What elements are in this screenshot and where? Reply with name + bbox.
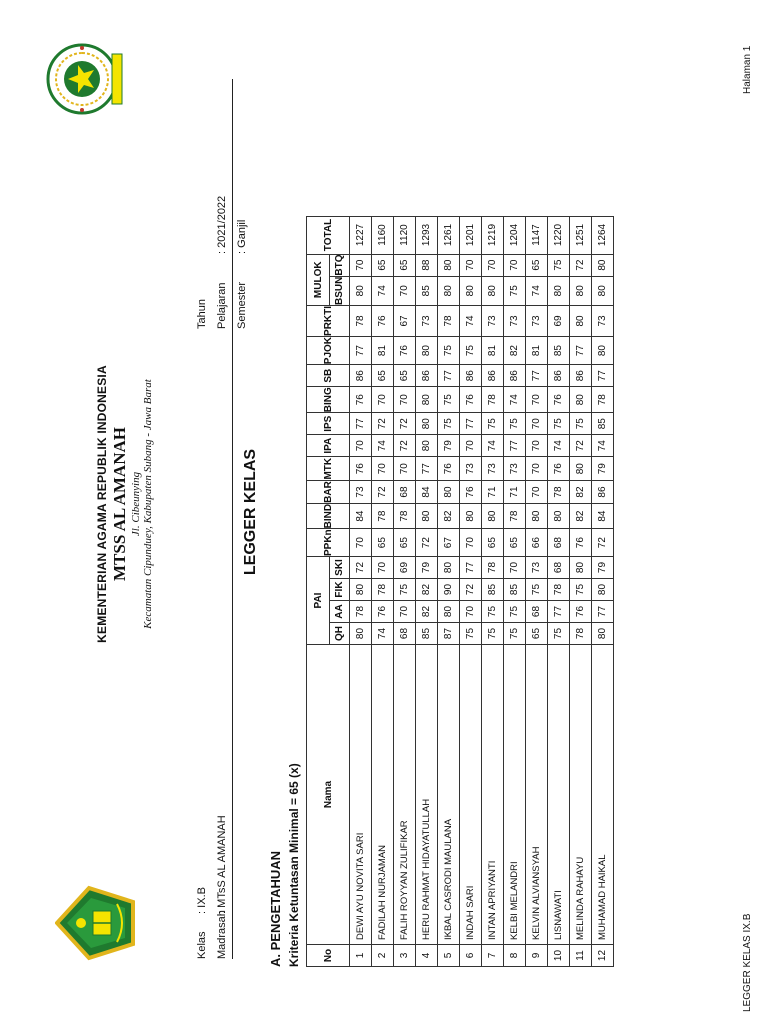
score-cell: 74 [460,305,482,336]
score-cell: 70 [504,557,526,579]
score-cell: 76 [570,529,592,557]
footer-doc-title: LEGGER KELAS IX.B [742,913,753,1012]
col-subject-header: IPA [307,435,350,457]
score-cell: 73 [526,557,548,579]
score-cell: 78 [482,387,504,413]
student-name: IKBAL CASRODI MAULANA [438,645,460,945]
score-cell: 82 [570,503,592,528]
total-cell: 1220 [548,216,570,254]
kelas-label: Kelas [196,931,208,959]
student-name: INDAH SARI [460,645,482,945]
score-cell: 67 [394,305,416,336]
score-cell: 70 [394,276,416,305]
section-heading: A. PENGETAHUAN [268,850,283,967]
score-cell: 72 [460,579,482,601]
score-cell: 80 [592,623,614,645]
row-number: 10 [548,945,570,967]
score-cell: 73 [482,305,504,336]
score-cell: 86 [460,365,482,387]
score-cell: 75 [504,276,526,305]
score-cell: 70 [350,254,372,276]
mulok-group-header: MULOK [307,254,330,305]
score-cell: 81 [482,336,504,364]
total-cell: 1219 [482,216,504,254]
col-subject-header: PRKTI [307,305,350,336]
score-cell: 65 [526,623,548,645]
kkm-note: Kriteria Ketuntasan Minimal = 65 (x) [287,763,301,967]
organization-block [95,294,154,714]
score-cell: 85 [416,276,438,305]
score-cell: 75 [548,413,570,435]
score-cell: 80 [350,276,372,305]
score-cell: 80 [548,503,570,528]
total-cell: 1293 [416,216,438,254]
score-cell: 74 [372,435,394,457]
score-cell: 82 [570,481,592,504]
score-cell: 71 [482,481,504,504]
score-cell: 75 [394,579,416,601]
row-number: 9 [526,945,548,967]
score-cell: 77 [416,457,438,481]
total-cell: 1160 [372,216,394,254]
score-cell: 72 [416,529,438,557]
table-row [570,216,592,966]
score-cell: 68 [394,623,416,645]
score-cell: 76 [372,601,394,623]
score-cell: 74 [592,435,614,457]
score-cell: 77 [460,413,482,435]
score-cell: 73 [504,305,526,336]
score-cell: 75 [438,413,460,435]
row-number: 2 [372,945,394,967]
col-subject-header: IPS [307,413,350,435]
score-cell: 65 [526,254,548,276]
total-cell: 1201 [460,216,482,254]
score-cell: 75 [504,413,526,435]
letterhead [0,0,200,1024]
class-info [192,815,232,959]
total-cell: 1264 [592,216,614,254]
score-cell: 78 [570,623,592,645]
table-row [372,216,394,966]
madrasah-label: Madrasah [216,910,228,959]
score-cell: 79 [416,557,438,579]
score-cell: 65 [504,529,526,557]
score-cell: 74 [526,276,548,305]
score-cell: 82 [416,601,438,623]
score-cell: 79 [592,557,614,579]
total-cell: 1204 [504,216,526,254]
student-name: FALIH ROYYAN ZULIFIKAR [394,645,416,945]
score-cell: 80 [548,276,570,305]
score-cell: 80 [438,601,460,623]
score-cell: 75 [460,623,482,645]
student-name: MELINDA RAHAYU [570,645,592,945]
score-cell: 65 [394,365,416,387]
total-cell: 1251 [570,216,592,254]
score-cell: 85 [504,579,526,601]
score-cell: 70 [526,413,548,435]
school-emblem-icon [40,34,130,124]
score-cell: 82 [416,579,438,601]
table-row [592,216,614,966]
table-header [307,216,350,966]
score-cell: 77 [592,365,614,387]
score-cell: 74 [548,435,570,457]
score-cell: 73 [350,481,372,504]
score-cell: 84 [416,481,438,504]
score-cell: 70 [372,457,394,481]
total-cell: 1120 [394,216,416,254]
score-cell: 72 [570,254,592,276]
score-cell: 80 [592,336,614,364]
score-cell: 80 [460,276,482,305]
score-cell: 76 [460,481,482,504]
student-name: KELVIN ALVIANSYAH [526,645,548,945]
score-cell: 80 [482,503,504,528]
header-divider [232,79,233,959]
col-subject-header: BIND [307,503,350,528]
row-number: 3 [394,945,416,967]
score-cell: 80 [570,457,592,481]
table-row [438,216,460,966]
score-cell: 75 [570,413,592,435]
pai-group-header: PAI [307,557,330,645]
score-cell: 85 [548,336,570,364]
score-cell: 73 [504,457,526,481]
table-row [504,216,526,966]
score-cell: 86 [416,365,438,387]
score-cell: 86 [350,365,372,387]
score-cell: 80 [592,579,614,601]
score-cell: 75 [504,601,526,623]
score-cell: 76 [372,305,394,336]
col-subject-header: BING [307,387,350,413]
col-subject-header: BAR [307,481,350,504]
score-cell: 86 [482,365,504,387]
score-cell: 80 [438,276,460,305]
col-total-header: TOTAL [307,216,350,254]
score-cell: 70 [350,529,372,557]
score-cell: 80 [350,623,372,645]
table-row [394,216,416,966]
score-cell: 77 [548,601,570,623]
score-cell: 85 [482,579,504,601]
score-cell: 80 [460,503,482,528]
score-cell: 70 [394,457,416,481]
col-pai-subject-header: AA [330,601,350,623]
col-subject-header: SB [307,365,350,387]
score-cell: 72 [592,529,614,557]
score-cell: 68 [394,481,416,504]
semester-value: : Ganjil [236,219,248,254]
score-cell: 76 [394,336,416,364]
score-cell: 69 [394,557,416,579]
col-subject-header: PPKn [307,529,350,557]
col-name-header: Nama [307,645,350,945]
kemenag-emblem-icon [55,884,135,962]
score-cell: 80 [416,503,438,528]
score-cell: 75 [548,623,570,645]
score-cell: 75 [548,254,570,276]
score-cell: 70 [526,435,548,457]
score-cell: 72 [570,435,592,457]
col-pai-subject-header: QH [330,623,350,645]
col-no-header: No [307,945,350,967]
score-cell: 65 [394,254,416,276]
score-cell: 77 [460,557,482,579]
score-cell: 75 [482,623,504,645]
score-cell: 70 [460,435,482,457]
score-cell: 78 [548,481,570,504]
score-cell: 67 [438,529,460,557]
header-row-top [307,216,330,966]
score-cell: 80 [416,387,438,413]
table-body [350,216,614,966]
score-cell: 65 [394,529,416,557]
score-cell: 70 [526,481,548,504]
score-cell: 69 [548,305,570,336]
score-cell: 75 [438,336,460,364]
score-cell: 78 [350,601,372,623]
col-pai-subject-header: FIK [330,579,350,601]
score-cell: 76 [438,457,460,481]
score-cell: 72 [372,413,394,435]
student-name: FADILAH NURJAMAN [372,645,394,945]
col-subject-header: PJOK [307,336,350,364]
score-cell: 80 [570,276,592,305]
score-cell: 85 [416,623,438,645]
score-cell: 77 [592,601,614,623]
score-cell: 70 [350,435,372,457]
score-cell: 81 [526,336,548,364]
score-cell: 75 [482,601,504,623]
score-cell: 80 [592,254,614,276]
score-cell: 75 [460,336,482,364]
semester-label: Semester [236,281,248,329]
score-cell: 76 [548,387,570,413]
total-cell: 1261 [438,216,460,254]
score-cell: 86 [504,365,526,387]
score-cell: 70 [394,601,416,623]
score-cell: 78 [592,387,614,413]
score-cell: 68 [548,529,570,557]
score-cell: 87 [438,623,460,645]
score-cell: 80 [570,305,592,336]
score-cell: 76 [460,387,482,413]
score-cell: 78 [394,503,416,528]
row-number: 11 [570,945,592,967]
score-cell: 70 [460,601,482,623]
footer-page-number: Halaman 1 [742,45,753,94]
score-cell: 80 [438,254,460,276]
score-cell: 88 [416,254,438,276]
score-cell: 86 [592,481,614,504]
score-cell: 84 [350,503,372,528]
score-cell: 74 [482,435,504,457]
score-cell: 73 [482,457,504,481]
score-cell: 86 [548,365,570,387]
madrasah-row [212,815,232,959]
school-name: MTSS AL AMANAH [110,427,129,581]
page-title: LEGGER KELAS [242,448,259,576]
score-cell: 70 [372,387,394,413]
table-row [482,216,504,966]
score-cell: 78 [438,305,460,336]
score-cell: 78 [372,579,394,601]
score-cell: 66 [526,529,548,557]
table-row [350,216,372,966]
score-cell: 70 [394,387,416,413]
score-cell: 68 [548,557,570,579]
score-cell: 71 [504,481,526,504]
student-name: HERU RAHMAT HIDAYATULLAH [416,645,438,945]
score-cell: 73 [416,305,438,336]
score-cell: 79 [592,457,614,481]
row-number: 12 [592,945,614,967]
score-cell: 72 [394,435,416,457]
table-row [548,216,570,966]
table-row [526,216,548,966]
col-subject-header: MTK [307,457,350,481]
legger-table [306,216,614,967]
score-cell: 84 [592,503,614,528]
score-cell: 86 [570,365,592,387]
tahun-row [192,196,232,329]
score-cell: 80 [350,579,372,601]
student-name: KELBI MELANDRI [504,645,526,945]
kelas-value: : IX.B [196,887,208,914]
score-cell: 78 [548,579,570,601]
score-cell: 77 [438,365,460,387]
total-cell: 1227 [350,216,372,254]
school-address: Jl. Cibeunying [130,471,142,537]
score-cell: 70 [504,254,526,276]
score-cell: 90 [438,579,460,601]
score-cell: 76 [350,387,372,413]
score-cell: 70 [460,529,482,557]
score-cell: 74 [372,276,394,305]
score-cell: 65 [372,529,394,557]
score-cell: 77 [570,336,592,364]
score-cell: 75 [504,623,526,645]
score-cell: 78 [350,305,372,336]
score-cell: 77 [504,435,526,457]
score-cell: 70 [526,457,548,481]
score-cell: 76 [548,457,570,481]
score-cell: 72 [350,557,372,579]
score-cell: 68 [526,601,548,623]
madrasah-value: : MTsS AL AMANAH [216,815,228,914]
table-row [460,216,482,966]
score-cell: 74 [504,387,526,413]
col-pai-subject-header: SKI [330,557,350,579]
score-cell: 77 [350,336,372,364]
row-number: 6 [460,945,482,967]
score-cell: 72 [394,413,416,435]
score-cell: 70 [372,557,394,579]
score-cell: 76 [350,457,372,481]
score-cell: 80 [570,387,592,413]
row-number: 5 [438,945,460,967]
score-cell: 85 [592,413,614,435]
score-cell: 75 [570,579,592,601]
score-cell: 70 [526,387,548,413]
score-cell: 82 [504,336,526,364]
tahun-value: : 2021/2022 [216,195,228,254]
score-cell: 78 [504,503,526,528]
student-name: INTAN APRIYANTI [482,645,504,945]
score-cell: 65 [372,365,394,387]
score-cell: 78 [482,557,504,579]
score-cell: 80 [482,276,504,305]
score-cell: 80 [592,276,614,305]
score-cell: 73 [526,305,548,336]
score-cell: 77 [526,365,548,387]
score-cell: 80 [438,481,460,504]
col-mulok-subject-header: BTQ [330,254,350,276]
score-cell: 78 [372,503,394,528]
table-row [416,216,438,966]
score-cell: 79 [438,435,460,457]
score-cell: 75 [526,579,548,601]
student-name: MUHAMAD HAIKAL [592,645,614,945]
row-number: 7 [482,945,504,967]
student-name: LISNAWATI [548,645,570,945]
score-cell: 73 [460,457,482,481]
score-cell: 80 [416,435,438,457]
score-cell: 80 [438,557,460,579]
row-number: 8 [504,945,526,967]
row-number: 4 [416,945,438,967]
score-cell: 82 [438,503,460,528]
score-cell: 74 [372,623,394,645]
score-cell: 80 [570,557,592,579]
tahun-label: Tahun Pelajaran [196,282,228,329]
row-number: 1 [350,945,372,967]
score-cell: 65 [482,529,504,557]
score-cell: 73 [592,305,614,336]
score-cell: 80 [416,336,438,364]
col-mulok-subject-header: BSUN [330,276,350,305]
school-region: Kecamatan Cipunduey, Kabupaten Subang - Jawa Barat [142,379,154,629]
score-cell: 80 [526,503,548,528]
score-cell: 75 [438,387,460,413]
student-name: DEWI AYU NOVITA SARI [350,645,372,945]
score-cell: 80 [416,413,438,435]
score-cell: 76 [570,601,592,623]
total-cell: 1147 [526,216,548,254]
ministry-name: KEMENTERIAN AGAMA REPUBLIK INDONESIA [95,365,109,643]
score-cell: 77 [350,413,372,435]
score-cell: 81 [372,336,394,364]
score-cell: 70 [482,254,504,276]
score-cell: 70 [460,254,482,276]
score-cell: 65 [372,254,394,276]
score-cell: 75 [482,413,504,435]
kelas-row [192,815,212,959]
score-cell: 72 [372,481,394,504]
